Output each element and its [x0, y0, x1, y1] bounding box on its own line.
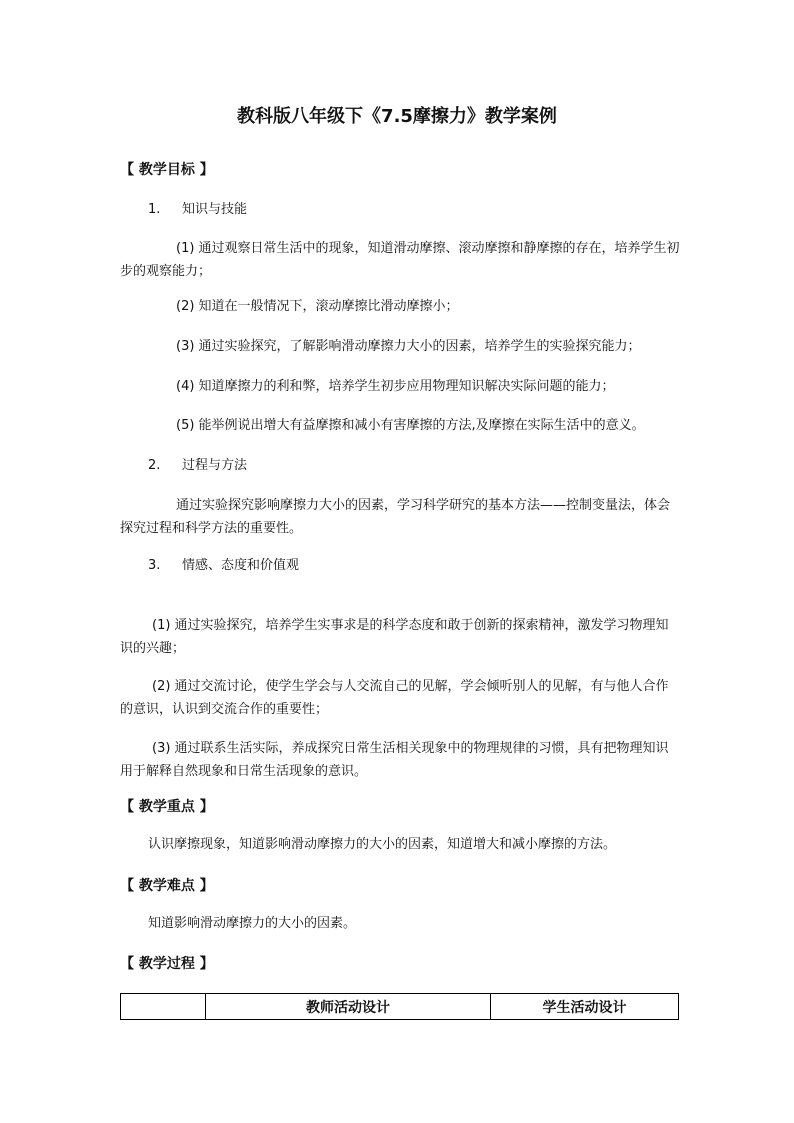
- section-label: 知识与技能: [182, 202, 248, 217]
- knowledge-skills-heading: [148, 200, 247, 220]
- process-method-text: 通过实验探究影响摩擦力大小的因素，学习科学研究的基本方法——控制变量法，体会探究过程和科学方法的重要性。: [120, 498, 671, 536]
- difficulties-text: 知道影响滑动摩擦力的大小的因素。: [148, 916, 357, 931]
- table-header-cell-blank: [121, 994, 206, 1020]
- procedure-table: [120, 993, 679, 1020]
- table-header-teacher-activity: 教师活动设计: [206, 994, 491, 1020]
- knowledge-item-5: (5) 能举例说出增大有益摩擦和减小有害摩擦的方法,及摩擦在实际生活中的意义。: [176, 418, 645, 433]
- attitude-item-3: (3) 通过联系生活实际，养成探究日常生活相关现象中的物理规律的习惯，具有把物理知识用于解释自然现象和日常生活现象的意识。: [120, 741, 669, 779]
- knowledge-item-2: (2) 知道在一般情况下，滚动摩擦比滑动摩擦小；: [176, 299, 459, 314]
- section-number: 1.: [148, 202, 161, 217]
- knowledge-item-1: (1) 通过观察日常生活中的现象，知道滑动摩擦、滚动摩擦和静摩擦的存在，培养学生初步的观察能力；: [120, 241, 680, 279]
- knowledge-item-3: (3) 通过实验探究，了解影响滑动摩擦力大小的因素，培养学生的实验探究能力；: [176, 339, 641, 354]
- key-points-text: 认识摩擦现象，知道影响滑动摩擦力的大小的因素，知道增大和减小摩擦的方法。: [148, 837, 617, 852]
- attitude-values-heading: [148, 556, 299, 576]
- attitude-item-1: (1) 通过实验探究，培养学生实事求是的科学态度和敢于创新的探索精神，激发学习物理知识的兴趣；: [120, 618, 669, 656]
- section-number: 2.: [148, 458, 161, 473]
- process-method-heading: [148, 456, 247, 476]
- difficulties-heading: 【 教学难点 】: [120, 878, 214, 894]
- attitude-item-2: (2) 通过交流讨论，使学生学会与人交流自己的见解，学会倾听别人的见解，有与他人合作的意识，认识到交流合作的重要性；: [120, 679, 669, 717]
- document-title: 教科版八年级下《7.5摩擦力》教学案例: [237, 106, 557, 127]
- knowledge-item-4: (4) 知道摩擦力的利和弊，培养学生初步应用物理知识解决实际问题的能力；: [176, 379, 615, 394]
- objectives-heading: 【 教学目标 】: [120, 162, 214, 178]
- key-points-heading: 【 教学重点 】: [120, 799, 214, 815]
- section-label: 过程与方法: [182, 458, 248, 473]
- table-header-row: [121, 994, 679, 1020]
- section-number: 3.: [148, 558, 161, 573]
- section-label: 情感、态度和价值观: [182, 558, 300, 573]
- procedure-heading: 【 教学过程 】: [120, 956, 214, 972]
- table-header-student-activity: 学生活动设计: [491, 994, 679, 1020]
